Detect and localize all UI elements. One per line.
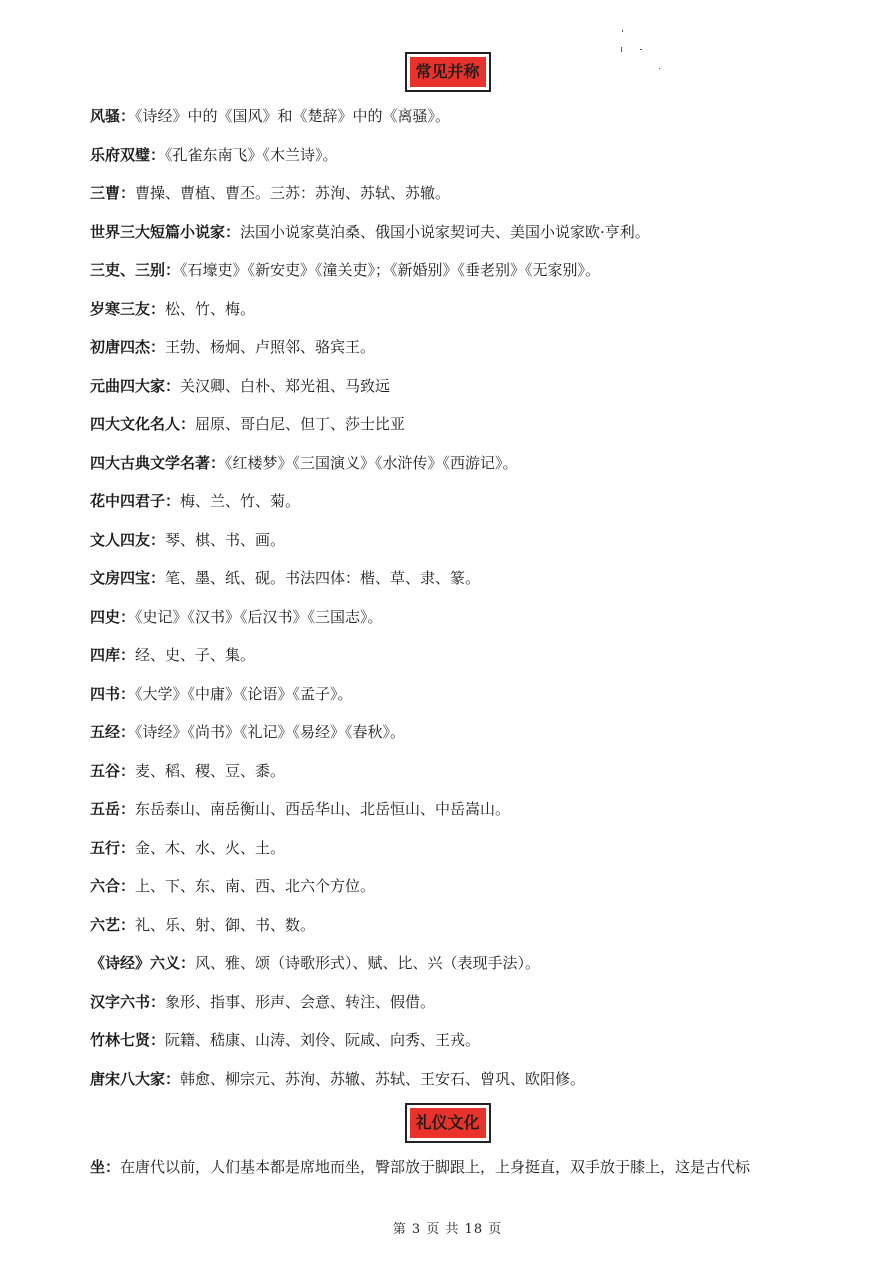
list-item	[90, 1064, 860, 1103]
list-item	[90, 371, 860, 410]
entry-body: 屈原、哥白尼、但丁、莎士比亚	[195, 415, 406, 433]
paragraph-sitting	[90, 1152, 860, 1182]
entry-body: 《诗经》《尚书》《礼记》《易经》《春秋》。	[135, 723, 406, 741]
list-item	[90, 294, 860, 333]
list-item	[90, 871, 860, 910]
list-item	[90, 602, 860, 641]
list-item	[90, 332, 860, 371]
entry-term: 唐宋八大家：	[90, 1069, 181, 1088]
list-item	[90, 833, 860, 872]
list-item	[90, 1025, 860, 1064]
page-footer: 第 3 页 共 18 页	[392, 1222, 503, 1237]
entry-body: 上、下、东、南、西、北六个方位。	[135, 877, 376, 895]
entry-term: 六合：	[90, 877, 136, 895]
entry-body: 象形、指事、形声、会意、转注、假借。	[165, 992, 436, 1011]
list-item	[90, 101, 860, 140]
entry-term: 五岳：	[90, 800, 136, 818]
list-item	[90, 679, 860, 718]
entry-term: 风骚：	[90, 107, 136, 125]
entry-term: 三吏、三别：	[90, 261, 181, 279]
entry-body: 琴、棋、书、画。	[165, 530, 286, 549]
entry-body: 礼、乐、射、御、书、数。	[135, 915, 316, 934]
entry-body: 王勃、杨炯、卢照邻、骆宾王。	[165, 338, 376, 356]
entry-body: 《孔雀东南飞》《木兰诗》。	[165, 145, 338, 164]
entry-term: 四史：	[90, 607, 136, 626]
entry-term: 岁寒三友：	[90, 299, 166, 318]
entry-term: 五行：	[90, 838, 136, 857]
entry-term: 四大文化名人：	[90, 415, 196, 433]
section-title-label: 礼仪文化	[409, 1108, 485, 1138]
entry-body: 《石壕吏》《新安吏》《潼关吏》；《新婚别》《垂老别》《无家别》。	[180, 261, 601, 279]
list-item	[90, 486, 860, 525]
list-item	[90, 717, 860, 756]
entry-body: 《史记》《汉书》《后汉书》《三国志》。	[135, 607, 383, 626]
entry-body: 关汉卿、白朴、郑光祖、马致远	[180, 376, 391, 395]
section-title-etiquette-culture	[404, 1103, 490, 1143]
entry-body: 曹操、曹植、曹丕。三苏：苏洵、苏轼、苏辙。	[135, 184, 451, 202]
list-item	[90, 640, 860, 679]
entry-body: 阮籍、嵇康、山涛、刘伶、阮咸、向秀、王戎。	[165, 1031, 481, 1049]
list-item	[90, 525, 860, 564]
list-item	[90, 255, 860, 294]
entry-term: 六艺：	[90, 915, 136, 934]
scan-specks	[618, 30, 668, 80]
entry-list	[90, 101, 860, 1102]
entry-term: 初唐四杰：	[90, 338, 166, 356]
entry-term: 竹林七贤：	[90, 1031, 166, 1049]
entry-term: 汉字六书：	[90, 992, 166, 1011]
entry-term: 三曹：	[90, 184, 136, 202]
list-item	[90, 910, 860, 949]
entry-term: 五经：	[90, 723, 136, 741]
entry-term: 四书：	[90, 684, 136, 703]
entry-term: 五谷：	[90, 761, 136, 780]
list-item	[90, 563, 860, 602]
list-item	[90, 140, 860, 179]
section-title-common-pairings	[404, 52, 490, 92]
entry-term: 世界三大短篇小说家：	[90, 222, 241, 241]
entry-body: 法国小说家莫泊桑、俄国小说家契诃夫、美国小说家欧·亨利。	[240, 222, 650, 241]
entry-body: 麦、稻、稷、豆、黍。	[135, 761, 286, 780]
entry-term: 文人四友：	[90, 530, 166, 549]
entry-body: 笔、墨、纸、砚。书法四体：楷、草、隶、篆。	[165, 569, 481, 587]
entry-body: 风、雅、颂（诗歌形式）、赋、比、兴（表现手法）。	[195, 954, 541, 972]
list-item	[90, 178, 860, 217]
list-item	[90, 987, 860, 1026]
entry-term: 乐府双璧：	[90, 145, 166, 164]
entry-term: 四库：	[90, 646, 136, 664]
entry-body: 金、木、水、火、土。	[135, 838, 286, 857]
list-item	[90, 217, 860, 256]
list-item	[90, 756, 860, 795]
list-item	[90, 948, 860, 987]
entry-term: 《诗经》六义：	[90, 954, 196, 972]
entry-body: 经、史、子、集。	[135, 646, 256, 664]
entry-body: 《大学》《中庸》《论语》《孟子》。	[135, 684, 353, 703]
entry-body: 梅、兰、竹、菊。	[180, 492, 301, 510]
entry-body: 东岳泰山、南岳衡山、西岳华山、北岳恒山、中岳嵩山。	[135, 800, 511, 818]
entry-term: 文房四宝：	[90, 569, 166, 587]
entry-term: 元曲四大家：	[90, 376, 181, 395]
list-item	[90, 448, 860, 487]
entry-body: 《红楼梦》《三国演义》《水浒传》《西游记》。	[225, 453, 518, 472]
list-item	[90, 409, 860, 448]
section-title-label: 常见并称	[409, 57, 485, 87]
entry-body: 松、竹、梅。	[165, 299, 256, 318]
paragraph-term: 坐：	[90, 1158, 121, 1176]
entry-term: 四大古典文学名著：	[90, 453, 226, 472]
entry-body: 《诗经》中的《国风》和《楚辞》中的《离骚》。	[135, 107, 451, 125]
list-item	[90, 794, 860, 833]
paragraph-body: 在唐代以前，人们基本都是席地而坐，臀部放于脚跟上，上身挺直，双手放于膝上，这是古代标	[120, 1158, 751, 1176]
entry-body: 韩愈、柳宗元、苏洵、苏辙、苏轼、王安石、曾巩、欧阳修。	[180, 1069, 586, 1088]
entry-term: 花中四君子：	[90, 492, 181, 510]
